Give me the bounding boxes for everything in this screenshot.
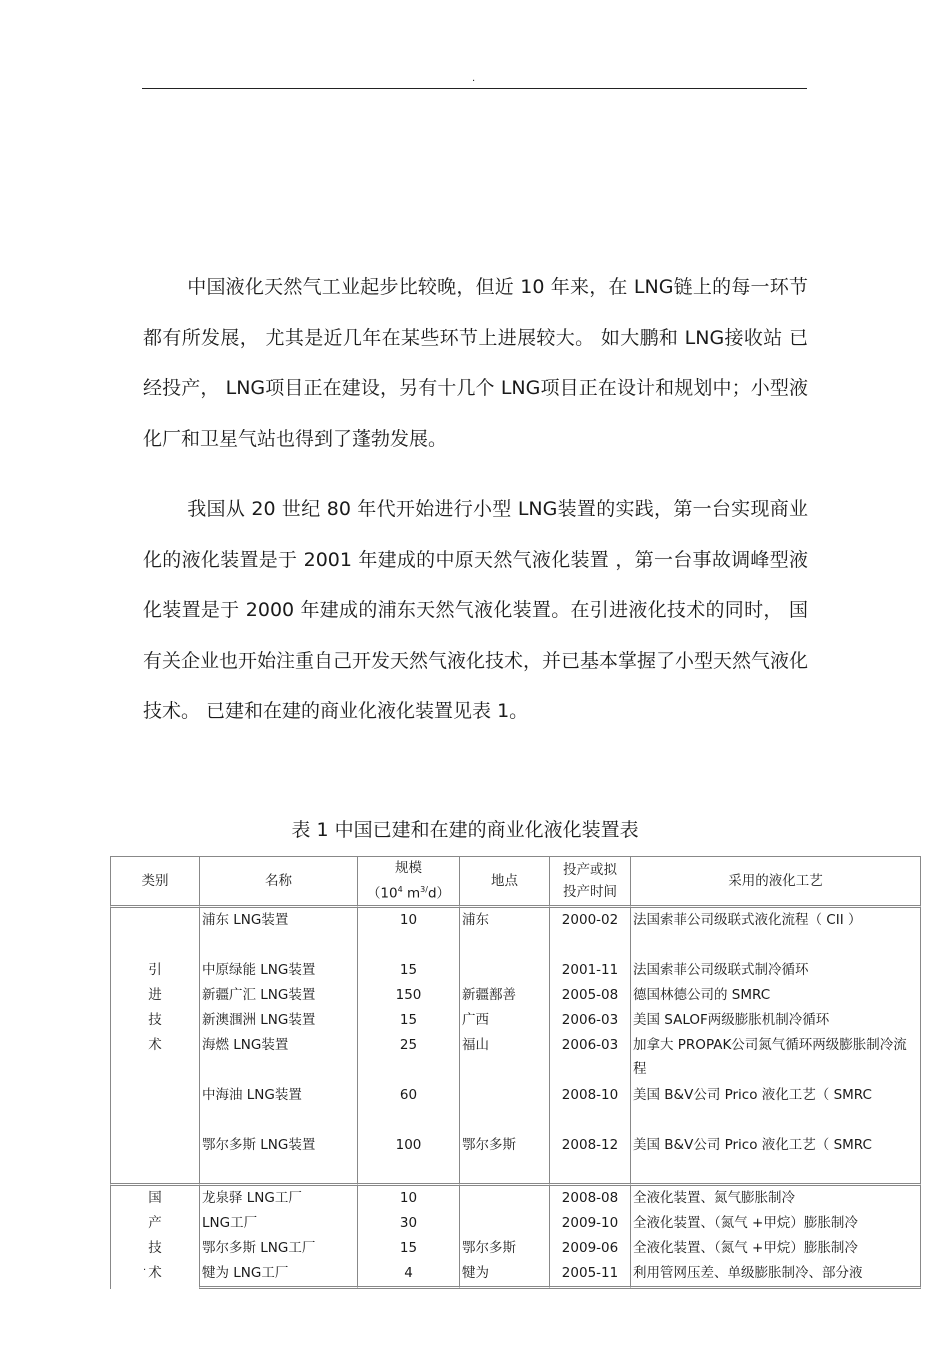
category-cell bbox=[110, 905, 199, 1183]
location-cell: 广西 bbox=[459, 1008, 549, 1033]
location-cell: 鄂尔多斯 bbox=[459, 1236, 549, 1261]
category-char: 产 bbox=[148, 1215, 162, 1231]
category-char: 引 bbox=[148, 962, 162, 978]
category-char: 进 bbox=[148, 987, 162, 1003]
category-char: 技 bbox=[148, 1012, 162, 1028]
header-scale bbox=[357, 856, 459, 905]
scale-cell: 100 bbox=[357, 1133, 459, 1183]
name-cell: 海燃 LNG装置 bbox=[199, 1033, 357, 1083]
paragraph-2-text: 我国从 20 世纪 80 年代开始进行小型 LNG装置的实践，第一台实现商业化的液化装置是于 2001 年建成的中原天然气液化装置 ，第一台事故调峰型液化装置是于 2000 年建成的浦东天然气液化装置。在引进液化技术的同时， 国有关企业也开始注重自己开发天然气液化技术，并已基本掌握了小型天然气液化技术。 已建和在建的商业化液化装置见表 1。 bbox=[143, 498, 809, 722]
category-cell bbox=[110, 1183, 199, 1289]
process-cell: 法国索菲公司级联式制冷循环 bbox=[630, 958, 921, 983]
table-row bbox=[110, 905, 921, 958]
scale-cell: 15 bbox=[357, 1008, 459, 1033]
location-cell: 鄂尔多斯 bbox=[459, 1133, 549, 1183]
time-cell: 2008-12 bbox=[549, 1133, 630, 1183]
category-char: 国 bbox=[148, 1190, 162, 1206]
location-cell: 犍为 bbox=[459, 1261, 549, 1289]
paragraph-1-text: 中国液化天然气工业起步比较晚，但近 10 年来，在 LNG链上的每一环节都有所发展， 尤其是近几年在某些环节上进展较大。 如大鹏和 LNG接收站 已经投产， LNG项目正在建设，另有十几个 LNG项目正在设计和规划中；小型液化厂和卫星气站也得到了蓬勃发展。 bbox=[143, 276, 808, 450]
scale-cell: 15 bbox=[357, 1236, 459, 1261]
table-row bbox=[110, 1008, 921, 1033]
name-cell: 龙泉驿 LNG工厂 bbox=[199, 1183, 357, 1211]
location-cell: 福山 bbox=[459, 1033, 549, 1083]
time-cell: 2009-06 bbox=[549, 1236, 630, 1261]
name-cell: 鄂尔多斯 LNG工厂 bbox=[199, 1236, 357, 1261]
name-cell: 中原绿能 LNG装置 bbox=[199, 958, 357, 983]
header-time-line1: 投产或拟 bbox=[563, 862, 617, 878]
process-cell: 美国 SALOF两级膨胀机制冷循环 bbox=[630, 1008, 921, 1033]
scale-cell: 150 bbox=[357, 983, 459, 1008]
header-scale-line2: （$10^4$ $m^{3/}d$） bbox=[366, 885, 451, 902]
location-cell bbox=[459, 1083, 549, 1133]
name-cell: 新澳涠洲 LNG装置 bbox=[199, 1008, 357, 1033]
header-time-line2: 投产时间 bbox=[563, 884, 617, 900]
header-process: 采用的液化工艺 bbox=[630, 856, 921, 905]
process-cell: 美国 B&V公司 Prico 液化工艺（ SMRC bbox=[630, 1133, 921, 1183]
time-cell: 2005-08 bbox=[549, 983, 630, 1008]
time-cell: 2006-03 bbox=[549, 1033, 630, 1083]
header-time bbox=[549, 856, 630, 905]
paragraph-1 bbox=[143, 262, 808, 464]
time-cell: 2001-11 bbox=[549, 958, 630, 983]
process-cell: 全液化装置、（氮气 +甲烷）膨胀制冷 bbox=[630, 1211, 921, 1236]
time-cell: 2006-03 bbox=[549, 1008, 630, 1033]
liquefaction-plant-table bbox=[110, 856, 921, 1289]
location-cell bbox=[459, 1211, 549, 1236]
time-cell: 2009-10 bbox=[549, 1211, 630, 1236]
table-row bbox=[110, 1236, 921, 1261]
location-cell bbox=[459, 958, 549, 983]
header-rule bbox=[142, 88, 807, 89]
category-char: 技 bbox=[148, 1240, 162, 1256]
name-cell: 犍为 LNG工厂 bbox=[199, 1261, 357, 1289]
header-scale-line1: 规模 bbox=[395, 860, 422, 877]
paragraph-2 bbox=[143, 484, 808, 737]
location-cell bbox=[459, 1183, 549, 1211]
footer-dot: . bbox=[143, 1262, 147, 1273]
table-row bbox=[110, 983, 921, 1008]
name-cell: 新疆广汇 LNG装置 bbox=[199, 983, 357, 1008]
scale-cell: 15 bbox=[357, 958, 459, 983]
header-name: 名称 bbox=[199, 856, 357, 905]
process-cell: 德国林德公司的 SMRC bbox=[630, 983, 921, 1008]
name-cell: 中海油 LNG装置 bbox=[199, 1083, 357, 1133]
table-row bbox=[110, 1211, 921, 1236]
process-cell: 利用管网压差、单级膨胀制冷、部分液 bbox=[630, 1261, 921, 1289]
scale-cell: 10 bbox=[357, 905, 459, 958]
time-cell: 2008-10 bbox=[549, 1083, 630, 1133]
process-cell: 全液化装置、（氮气 +甲烷）膨胀制冷 bbox=[630, 1236, 921, 1261]
table-row bbox=[110, 1261, 921, 1289]
scale-cell: 4 bbox=[357, 1261, 459, 1289]
table-caption: 表 1 中国已建和在建的商业化液化装置表 bbox=[291, 819, 639, 841]
time-cell: 2005-11 bbox=[549, 1261, 630, 1289]
header-dot: . bbox=[472, 73, 476, 84]
location-cell: 新疆鄯善 bbox=[459, 983, 549, 1008]
header-category: 类别 bbox=[110, 856, 199, 905]
scale-cell: 30 bbox=[357, 1211, 459, 1236]
header-location: 地点 bbox=[459, 856, 549, 905]
time-cell: 2008-08 bbox=[549, 1183, 630, 1211]
scale-cell: 25 bbox=[357, 1033, 459, 1083]
process-cell: 加拿大 PROPAK公司氮气循环两级膨胀制冷流程 bbox=[630, 1033, 921, 1083]
table-row bbox=[110, 1133, 921, 1183]
time-cell: 2000-02 bbox=[549, 905, 630, 958]
scale-cell: 60 bbox=[357, 1083, 459, 1133]
table-row bbox=[110, 1033, 921, 1083]
category-char: 术 bbox=[148, 1265, 162, 1281]
table-row bbox=[110, 958, 921, 983]
name-cell: LNG工厂 bbox=[199, 1211, 357, 1236]
scale-cell: 10 bbox=[357, 1183, 459, 1211]
name-cell: 浦东 LNG装置 bbox=[199, 905, 357, 958]
table-row bbox=[110, 1183, 921, 1211]
name-cell: 鄂尔多斯 LNG装置 bbox=[199, 1133, 357, 1183]
category-char: 术 bbox=[148, 1037, 162, 1053]
table-row bbox=[110, 1083, 921, 1133]
location-cell: 浦东 bbox=[459, 905, 549, 958]
table-header-row bbox=[110, 856, 921, 905]
process-cell: 美国 B&V公司 Prico 液化工艺（ SMRC bbox=[630, 1083, 921, 1133]
process-cell: 法国索菲公司级联式液化流程（ CII ） bbox=[630, 905, 921, 958]
process-cell: 全液化装置、氮气膨胀制冷 bbox=[630, 1183, 921, 1211]
